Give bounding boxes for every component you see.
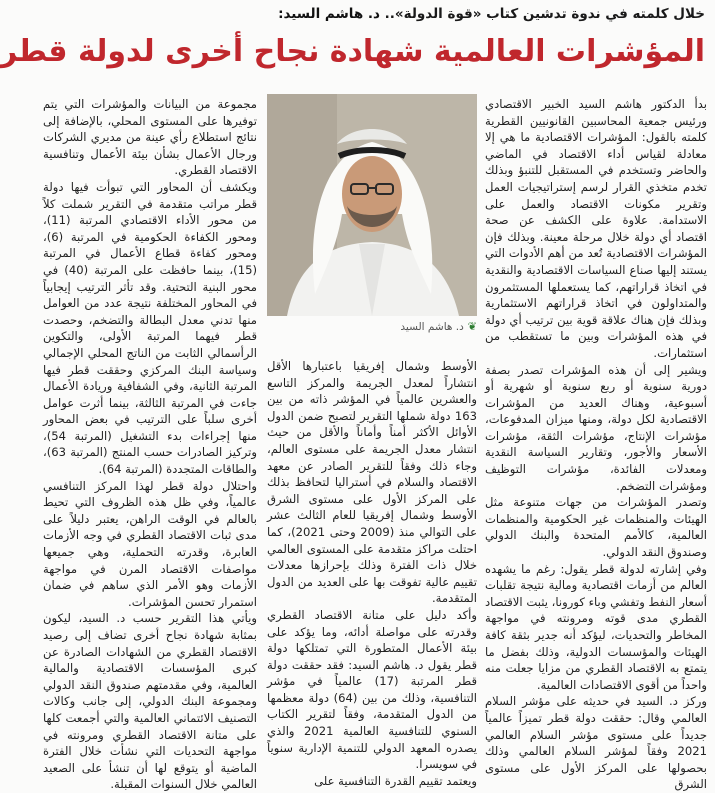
portrait-illustration [267,94,477,316]
paragraph: بدأ الدكتور هاشم السيد الخبير الاقتصادي ورئيس جمعية المحاسبين القانونيين القطرية كلمته بالقول: المؤشرات الاقتصادية ما هي إلا معادلة لقياس أداء الاقتصاد في الماضي والحاضر وتستخدم في المستقبل للتنبؤ وبذلك تخدم متخذي القرار لرسم إستراتيجيات العمل وتقرير مكونات الاقتصاد والعمل على الاستدامة. علاوة على الكشف عن صحة اقتصاد أي دولة خلال مرحلة معينة. وبذلك فإن المؤشرات الاقتصادية تُعد من أهم الأدوات التي يستند إليها صناع السياسات الاقتصادية والنقدية في اتخاذ قراراتهم، كما يستعملها المستثمرون والمتداولون في اتخاذ قراراتهم الاستثمارية وبذلك فإن هناك علاقة قوية بين ترتيب أي دولة في هذه المؤشرات وبين ما تستقطب من استثمارات. [485,97,707,360]
paragraph: ويشير إلى أن هذه المؤشرات تصدر بصفة دورية سنوية أو ربع سنوية أو شهرية أو أسبوعية، وهناك العديد من المؤشرات الاقتصادية لكل دولة، ومنها ميزان المدفوعات، مؤشرات الإنتاج، مؤشرات الثقة، مؤشرات الأسعار والأجور، وتقارير السياسة النقدية ومعدلات الفائدة، مؤشرات التوظيف ومؤشرات التضخم. [485,362,707,493]
photo-caption [267,320,477,333]
article-kicker [45,6,705,22]
paragraph: ويعتمد تقييم القدرة التنافسية على [314,773,477,788]
paragraph: وركز د. السيد في حديثه على مؤشر السلام العالمي وقال: حققت دولة قطر تميزاً عالمياً جديداً على مستوى مؤشر السلام العالمي 2021 وفقاً لمؤشر السلام العالمي وذلك بحصولها على المركز الأول على مستوى الشرق [485,694,707,792]
paragraph: ويكشف أن المحاور التي تبوأت فيها دولة قطر مراتب متقدمة في التقرير شملت كلاً من محور الأداء الاقتصادي المرتبة (11)، ومحور الكفاءة الحكومية في المرتبة (6)، ومحور كفاءة قطاع الأعمال في المرتبة (15)، بينما حافظت على المرتبة (40) في محور البنية التحتية. وقد تأثر الترتيب إيجابياً في المحاور المختلفة نتيجة عدد من العوامل منها تدني معدل البطالة والتضخم، وحصدت قطر فيهما المرتبة الأولى، والتكوين الرأسمالي الثابت من الناتج المحلي الإجمالي وسياسة البنك المركزي وحققت قطر فيها المرتبة الثانية، وفي الشفافية وريادة الأعمال جاءت في المرتبة الثالثة، بينما أثرت عوامل أخرى سلباً على الترتيب في بعض المحاور منها إجراءات بدء التشغيل (المرتبة 54)، وتركيز الصادرات حسب المنتج (المرتبة 63)، والطاقات المتجددة (المرتبة 64). [43,179,257,477]
paragraph: وتصدر المؤشرات من جهات متنوعة مثل الهيئات والمنظمات غير الحكومية والمنظمات العالمية، كالأمم المتحدة والبنك الدولي وصندوق النقد الدولي. [485,495,707,560]
paragraph: وفي إشارته لدولة قطر يقول: رغم ما يشهده العالم من أزمات اقتصادية ومالية نتيجة تقلبات أسعار النفط وتفشي وباء كورونا، يثبت الاقتصاد القطري مدى قوته ومرونته في مواجهة المخاطر والتحديات، ليؤكد أنه جدير بثقة كافة الهيئات والمؤسسات الدولية، وذلك بفضل ما يتمتع به الاقتصاد القطري من مزايا جعلت منه واحداً من أقوى الاقتصادات العالمية. [485,561,707,692]
column-middle [267,358,478,788]
column-left [43,96,257,792]
paragraph: واحتلال دولة قطر لهذا المركز التنافسي عالمياً، وفي ظل هذه الظروف التي تحيط بالعالم في الوقت الراهن، يعتبر دليلاً على مدى ثبات الاقتصاد القطري في وجه الأزمات العابرة، وقدرته التحملية، وهي جميعها مواصفات الاقتصاد المرن في مواجهة الأزمات وهو الأمر الذي ساهم في ضمان استمرار تحسن المؤشرات. [43,478,257,609]
paragraph: مجموعة من البيانات والمؤشرات التي يتم توفيرها على المستوى المحلي، بالإضافة إلى نتائج استطلاع رأي عينة من مديري الشركات ورجال الأعمال بشأن بيئة الأعمال وتنافسية الاقتصاد القطري. [43,97,257,178]
column-right [485,96,707,792]
kicker-author: د. هاشم السيد: [278,6,380,22]
caption-text: د. هاشم السيد [400,321,464,333]
paragraph: الأوسط وشمال إفريقيا باعتبارها الأقل انتشاراً لمعدل الجريمة والمركز التاسع والعشرين عالمياً في المؤشر ذاته من بين 163 دولة شملها التقرير لتصبح ضمن الدول الأوائل الأكثر أمناً وأماناً والأقل من حيث انتشار معدل الجريمة على مستوى العالم، وجاء ذلك وفقاً للتقرير الصادر عن معهد الاقتصاد والسلام في أستراليا لتحافظ بذلك على المركز الأول على مستوى الشرق الأوسط وشمال إفريقيا للعام الثالث عشر على التوالي منذ (2009 وحتى 2021)، كما احتلت مراكز متقدمة على المستوى العالمي خلال ذات الفترة وذلك بإحرازها معدلات تقييم عالية تفوقت بها على العديد من الدول المتقدمة. [267,359,477,606]
paragraph: وأكد دليل على متانة الاقتصاد القطري وقدرته على مواصلة أدائه، وما يؤكد على بيئة الأعمال المتطورة التي تمتلكها دولة قطر يقول د. هاشم السيد: فقد حققت دولة قطر المرتبة (17) عالمياً في مؤشر التنافسية، وذلك من بين (64) دولة معظمها من الدول المتقدمة، وفقاً لتقرير الكتاب السنوي للتنافسية العالمية 2021 والذي يصدره المعهد الدولي للتنمية الإدارية سنوياً في سويسرا. [267,607,478,772]
paragraph: ويأتي هذا التقرير حسب د. السيد، ليكون بمثابة شهادة نجاح أخرى تضاف إلى رصيد الاقتصاد القطري من الشهادات الصادرة عن كبرى المؤسسات الاقتصادية والمالية العالمية، وفي مقدمتهم صندوق النقد الدولي ومجموعة البنك الدولي، إلى جانب وكالات التصنيف الائتماني العالمية والتي أجمعت كلها على متانة الاقتصاد القطري ومرونته في مواجهة التحديات التي نشأت خلال الفترة الماضية أو يتوقع لها أن تنشأ على الصعيد العالمي خلال السنوات المقبلة. [43,611,257,792]
leaf-icon: ❦ [467,320,477,333]
article-headline: المؤشرات العالمية شهادة نجاح أخرى لدولة قطر [0,34,705,69]
kicker-text: خلال كلمته في ندوة تدشين كتاب «قوة الدولة».. [384,6,705,22]
author-photo [267,94,477,316]
